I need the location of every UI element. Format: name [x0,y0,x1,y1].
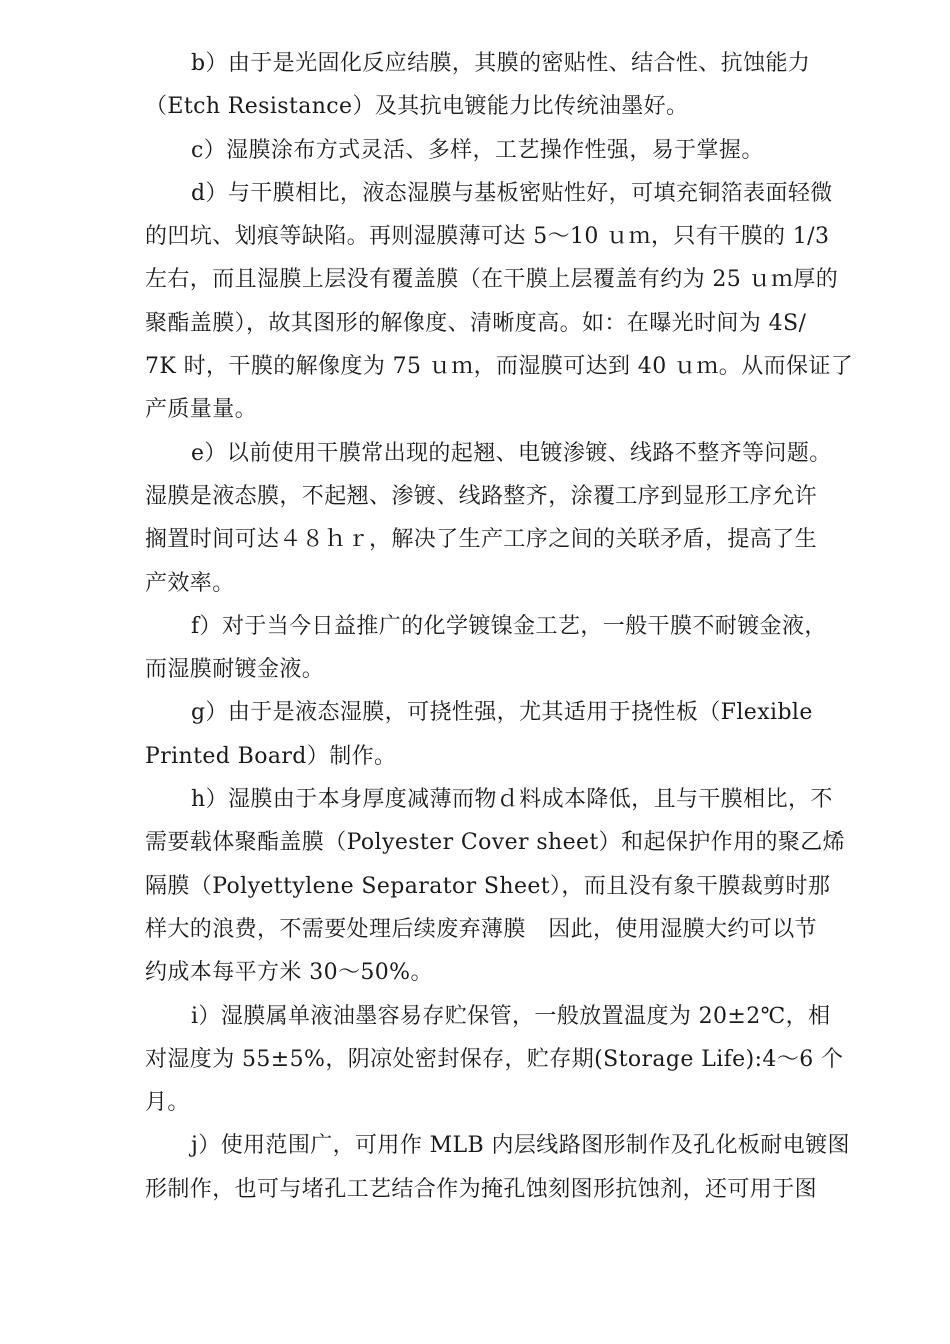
paragraph-line: j）使用范围广，可用作 MLB 内层线路图形制作及孔化板耐电镀图 [191,1133,850,1159]
paragraph-b [145,42,877,129]
paragraph-line: b）由于是光固化反应结膜，其膜的密贴性、结合性、抗蚀能力 [191,51,811,76]
paragraph-h [145,778,877,994]
paragraph-line: i）湿膜属单液油墨容易存贮保管，一般放置温度为 20±2℃，相 [191,1003,831,1029]
paragraph-line: 隔膜（Polyettylene Separator Sheet），而且没有象干膜裁剪时那 [145,873,831,899]
paragraph-line: 搁置时间可达４８ｈｒ，解决了生产工序之间的关联矛盾，提高了生 [145,527,818,553]
paragraph-line: 聚酯盖膜），故其图形的解像度、清晰度高。如：在曝光时间为 4S/ [145,310,807,336]
paragraph-line: 样大的浪费，不需要处理后续废弃薄膜 因此，使用湿膜大约可以节 [145,916,818,942]
paragraph-line: 需要载体聚酯盖膜（Polyester Cover sheet）和起保护作用的聚乙烯 [145,830,846,856]
paragraph-line: c）湿膜涂布方式灵活、多样，工艺操作性强，易于掌握。 [191,137,764,163]
paragraph-line: 约成本每平方米 30～50%。 [145,960,433,986]
paragraph-g [145,691,877,778]
paragraph-line: 湿膜是液态膜，不起翘、渗镀、线路整齐，涂覆工序到显形工序允许 [145,483,818,509]
paragraph-line: 左右，而且湿膜上层没有覆盖膜（在干膜上层覆盖有约为 25 ｕｍ厚的 [145,267,839,293]
paragraph-line: e）以前使用干膜常出现的起翘、电镀渗镀、线路不整齐等问题。 [191,440,832,466]
paragraph-line: d）与干膜相比，液态湿膜与基板密贴性好，可填充铜箔表面轻微 [191,180,833,206]
paragraph-line: 产效率。 [145,570,235,596]
paragraph-c [145,129,877,172]
document-body [145,42,877,1211]
paragraph-line: 对湿度为 55±5%，阴凉处密封保存，贮存期(Storage Life):4～6 个 [145,1046,844,1072]
paragraph-line: f）对于当今日益推广的化学镀镍金工艺，一般干膜不耐镀金液， [191,613,827,639]
paragraph-d [145,172,877,432]
paragraph-e [145,432,877,605]
paragraph-line: 产质量量。 [145,397,258,423]
paragraph-line: 而湿膜耐镀金液。 [145,657,325,683]
paragraph-j [145,1124,877,1211]
paragraph-line: 月。 [145,1090,190,1116]
paragraph-line: 的凹坑、划痕等缺陷。再则湿膜薄可达 5～10 ｕｍ，只有干膜的 1/3 [145,224,830,250]
paragraph-line: （Etch Resistance）及其抗电镀能力比传统油墨好。 [145,94,689,120]
paragraph-line: h）湿膜由于本身厚度减薄而物ｄ料成本降低，且与干膜相比，不 [191,787,833,813]
paragraph-f [145,605,877,692]
paragraph-line: 形制作，也可与堵孔工艺结合作为掩孔蚀刻图形抗蚀剂，还可用于图 [145,1176,818,1202]
paragraph-line: Printed Board）制作。 [145,743,397,769]
paragraph-line: 7K 时，干膜的解像度为 75 ｕｍ，而湿膜可达到 40 ｕｍ。从而保证了 [145,354,854,380]
paragraph-i [145,995,877,1125]
paragraph-line: g）由于是液态湿膜，可挠性强，尤其适用于挠性板（Flexible [191,700,813,726]
